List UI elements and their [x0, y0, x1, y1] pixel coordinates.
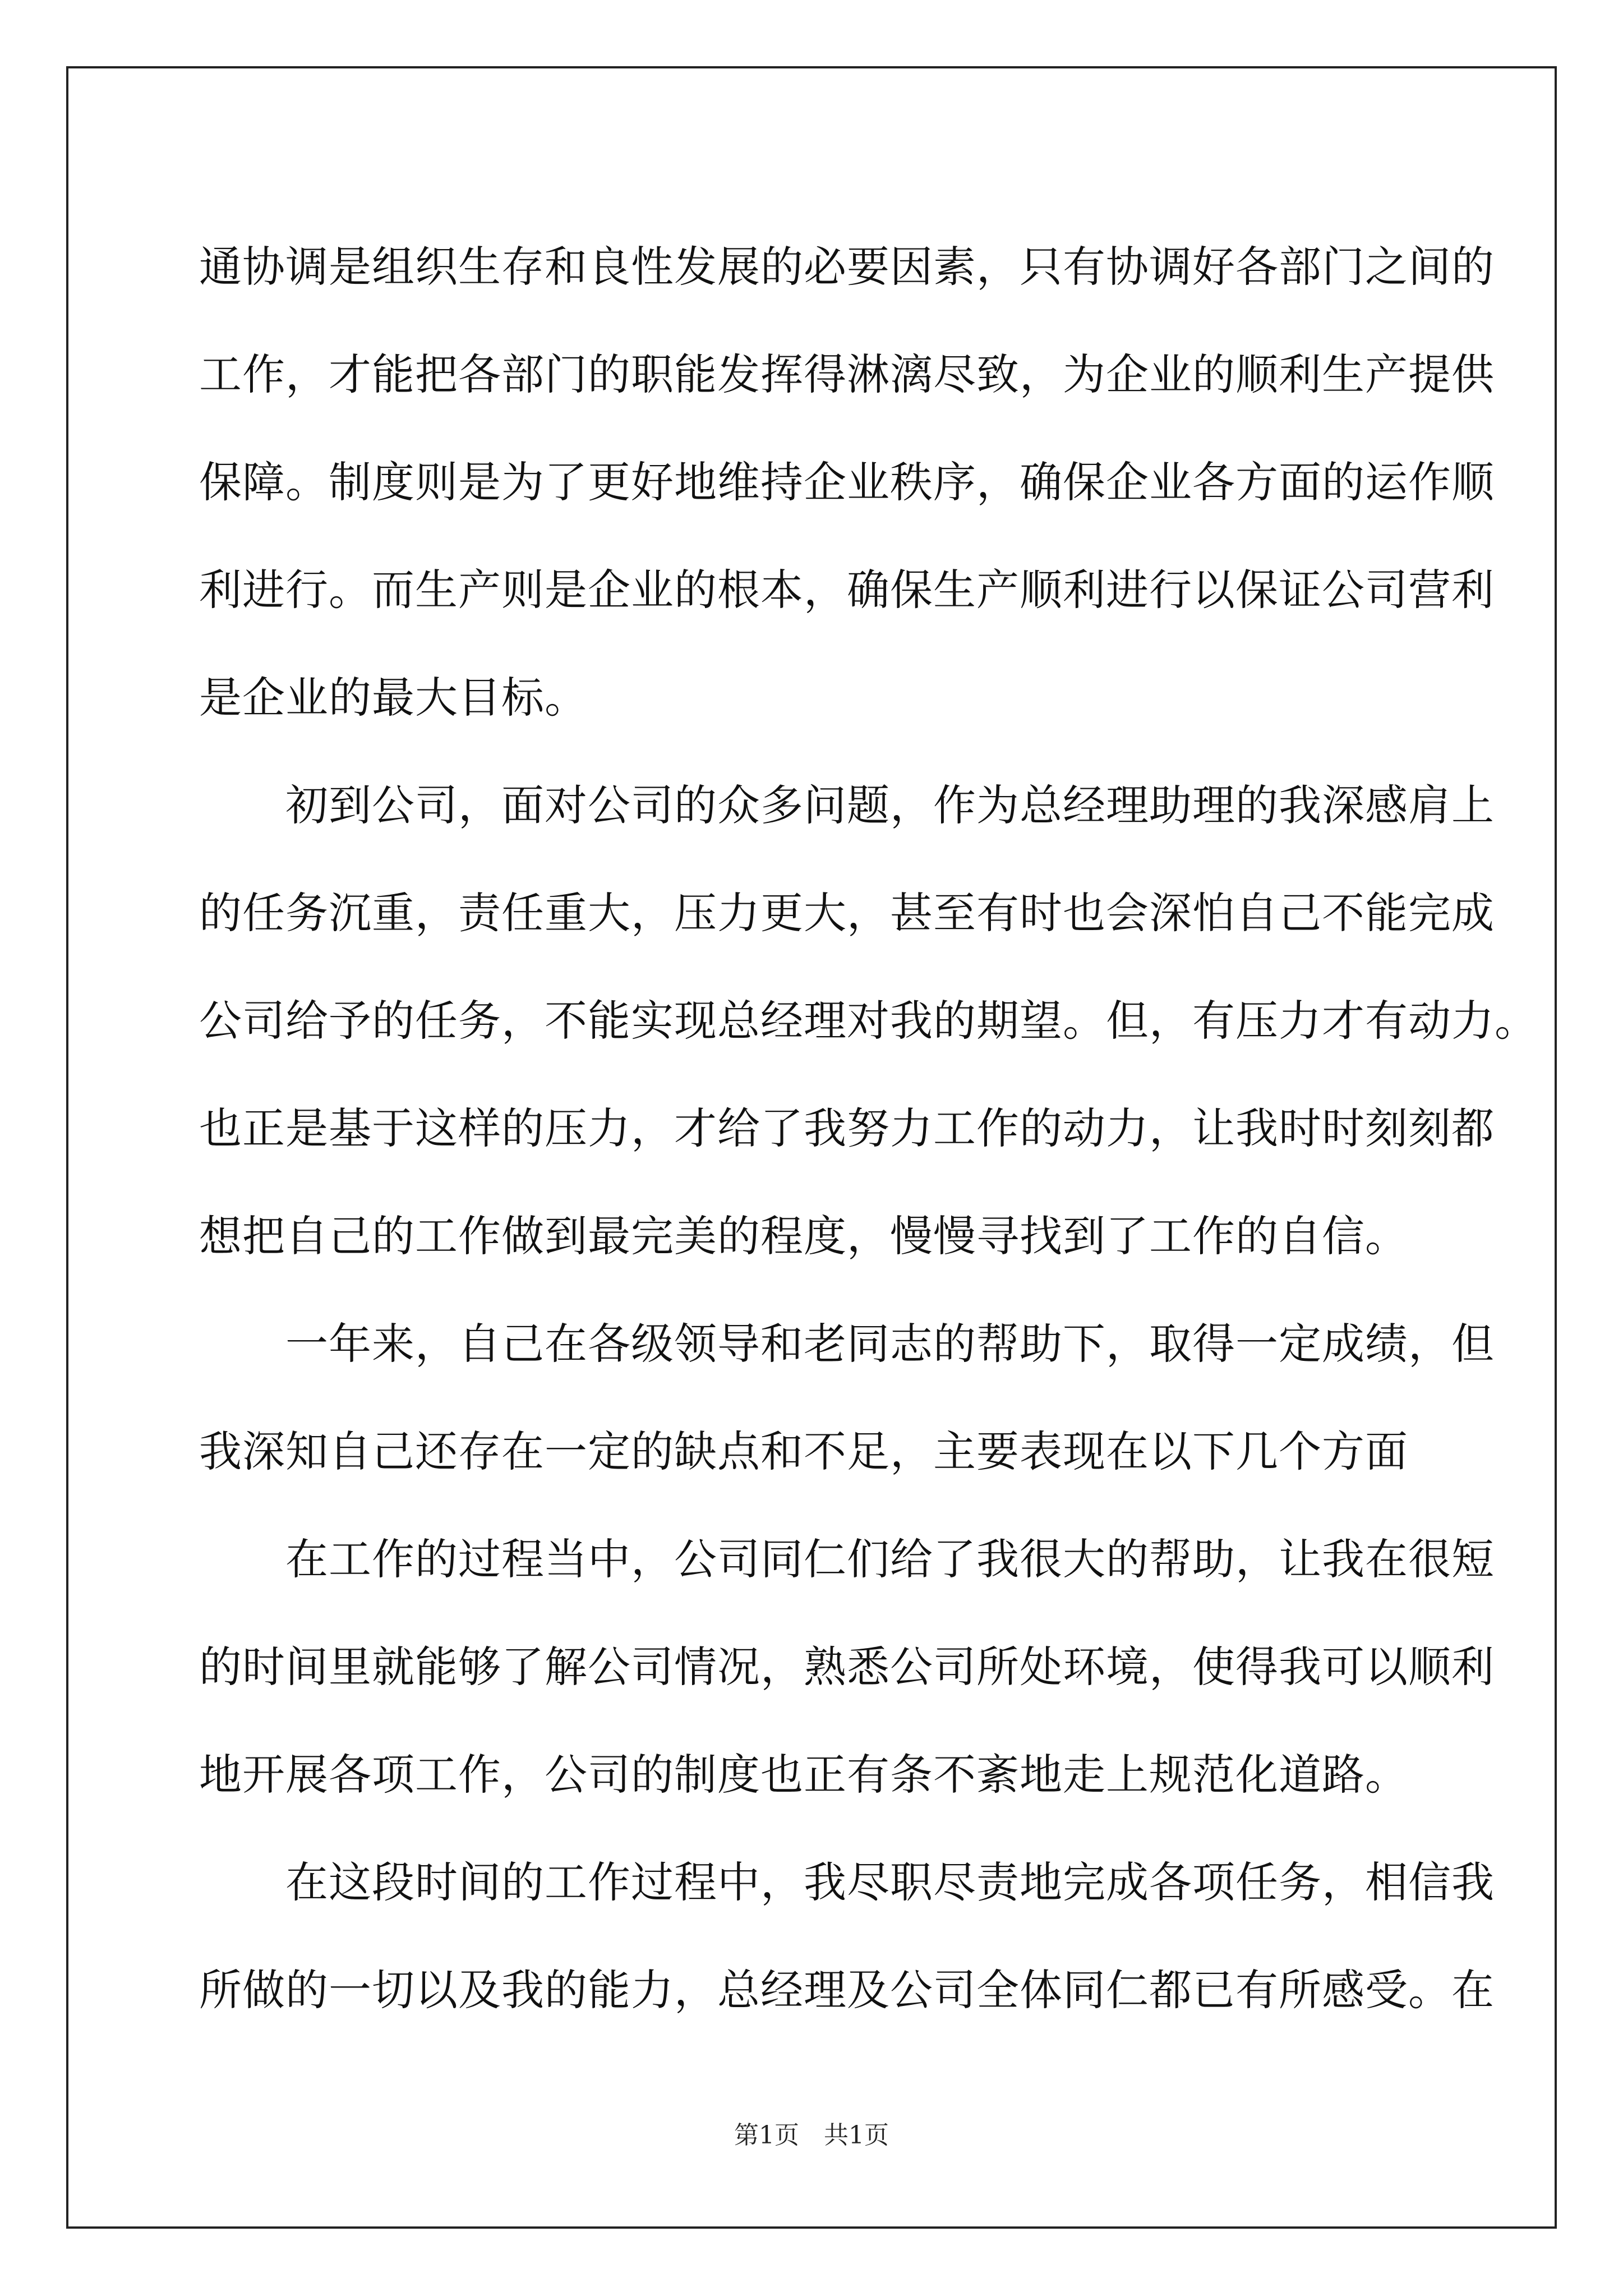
text-line: 工作，才能把各部门的职能发挥得淋漓尽致，为企业的顺利生产提供: [199, 349, 1495, 399]
text-line: 一年来，自己在各级领导和老同志的帮助下，取得一定成绩，但: [199, 1319, 1495, 1369]
text-line: 保障。制度则是为了更好地维持企业秩序，确保企业各方面的运作顺: [199, 457, 1495, 507]
page-number: 第1页 共1页: [734, 2121, 889, 2150]
text-line: 公司给予的任务，不能实现总经理对我的期望。但，有压力才有动力。: [199, 996, 1538, 1046]
text-line: 在这段时间的工作过程中，我尽职尽责地完成各项任务，相信我: [199, 1857, 1495, 1907]
text-line: 的时间里就能够了解公司情况，熟悉公司所处环境，使得我可以顺利: [199, 1642, 1495, 1692]
text-line: 的任务沉重，责任重大，压力更大，甚至有时也会深怕自己不能完成: [199, 888, 1495, 938]
document-body: [199, 213, 1538, 2044]
text-line: 我深知自己还存在一定的缺点和不足，主要表现在以下几个方面: [199, 1427, 1408, 1476]
text-line: 地开展各项工作，公司的制度也正有条不紊地走上规范化道路。: [199, 1750, 1408, 1800]
text-line: 想把自己的工作做到最完美的程度，慢慢寻找到了工作的自信。: [199, 1211, 1408, 1261]
text-line: 是企业的最大目标。: [199, 673, 588, 723]
text-line: 也正是基于这样的压力，才给了我努力工作的动力，让我时时刻刻都: [199, 1103, 1495, 1153]
text-line: 利进行。而生产则是企业的根本，确保生产顺利进行以保证公司营利: [199, 565, 1495, 615]
text-line: 初到公司，面对公司的众多问题，作为总经理助理的我深感肩上: [199, 780, 1495, 830]
text-line: 通协调是组织生存和良性发展的必要因素，只有协调好各部门之间的: [199, 242, 1495, 292]
text-line: 在工作的过程当中，公司同仁们给了我很大的帮助，让我在很短: [199, 1534, 1495, 1584]
text-line: 所做的一切以及我的能力，总经理及公司全体同仁都已有所感受。在: [199, 1965, 1495, 2015]
